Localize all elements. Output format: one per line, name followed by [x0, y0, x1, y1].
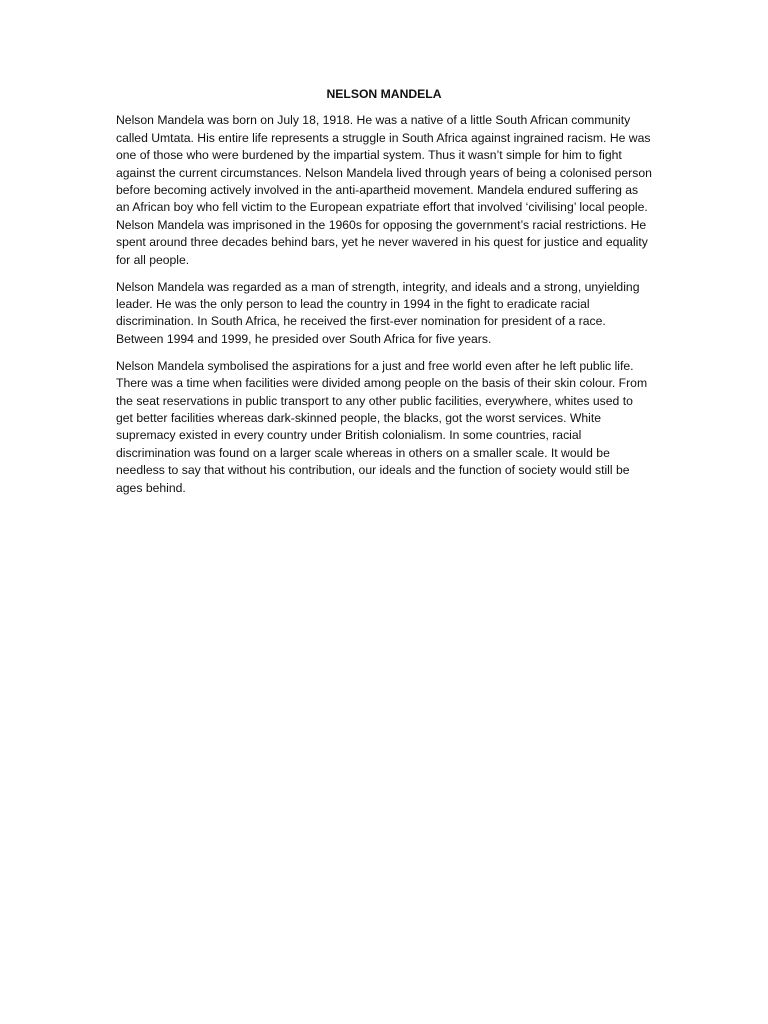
- paragraph-2: Nelson Mandela was regarded as a man of strength, integrity, and ideals and a strong, unyielding leader. He was the only person to lead the country in 1994 in the fight to eradicate racial discrimination. In South Africa, he received the first-ever nomination for president of a race. Between 1994 and 1999, he presided over South Africa for five years.: [116, 279, 640, 346]
- document-body: [116, 86, 652, 506]
- paragraph-1: Nelson Mandela was born on July 18, 1918. He was a native of a little South African community called Umtata. His entire life represents a struggle in South Africa against ingrained racism. He was one of those who were burdened by the impartial system. Thus it wasn’t simple for him to fight against the current circumstances. Nelson Mandela lived through years of being a colonised person before becoming actively involved in the anti-apartheid movement. Mandela endured suffering as an African boy who fell victim to the European expatriate effort that involved ‘civilising’ local people. Nelson Mandela was imprisoned in the 1960s for opposing the government’s racial restrictions. He spent around three decades behind bars, yet he never wavered in his quest for justice and equality for all people.: [116, 113, 652, 267]
- paragraph-3: Nelson Mandela symbolised the aspirations for a just and free world even after he left public life. There was a time when facilities were divided among people on the basis of their skin colour. From the seat reservations in public transport to any other public facilities, everywhere, whites used to get better facilities whereas dark-skinned people, the blacks, got the worst services. White supremacy existed in every country under British colonialism. In some countries, racial discrimination was found on a larger scale whereas in others on a smaller scale. It would be needless to say that without his contribution, our ideals and the function of society would still be ages behind.: [116, 358, 648, 495]
- document-title: NELSON MANDELA: [326, 87, 442, 101]
